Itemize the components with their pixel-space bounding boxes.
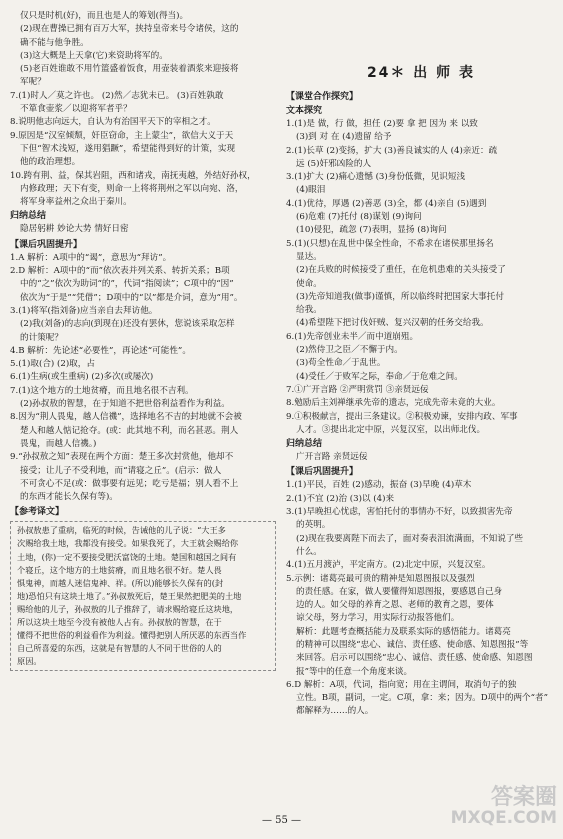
text-line: 接受；让儿子不受利地，而“请寝之丘”。(启示：做人 (20, 465, 222, 476)
text-line: 1.A 解析：A项中的“谒”，意思为“拜访”。 (10, 252, 172, 263)
left-column (10, 10, 276, 671)
text-line: 5.(1)(只想)在乱世中保全性命，不希求在诸侯那里扬名 (286, 238, 494, 249)
text-line: 的责任感。在家，做人要懂得知恩图报，要感恩自己身 (296, 586, 503, 597)
text-line: (4)希望陛下把讨伐奸贼、复兴汉朝的任务交给我。 (296, 318, 489, 329)
text-line: (2)现在曹操已拥有百万大军，挟持皇帝来号令诸侯，这的 (20, 24, 239, 35)
text-line: 1.(1)是 做，行 做，担任 (2)要 拿 把 因为 来 以致 (286, 119, 478, 129)
text-line: (3)这大概是上天拿(它)来资助将军的。 (20, 50, 168, 61)
text-line: 将军身率益州之众出于秦川。 (20, 197, 132, 208)
text-line: 10.跨有荆、益，保其岩阻，西和诸戎，南抚夷越，外结好孙权， (10, 170, 256, 181)
text-line: 孙叔敖患了重病，临死的时候，告诫他的儿子说：“大王多 (17, 525, 226, 536)
text-line: 次赐给我土地，我都没有接受。如果我死了，大王就会赐给你 (17, 538, 239, 549)
text-line: 3.(1)扩大 (2)痛心遗憾 (3)身份低微，见识短浅 (286, 172, 466, 183)
text-line: (6)危难 (7)托付 (8)谋划 (9)询问 (296, 212, 422, 223)
reference-translation-box (10, 521, 276, 671)
text-line: 7.(1)这个地方的土地贫瘠，而且地名很不吉利。 (10, 385, 194, 396)
text-line: 6.(1)先帝创业未半／而中道崩殂。 (286, 331, 419, 342)
text-line: (2)现在我要离陛下而去了，面对奏表泪流满面，不知说了些 (296, 533, 524, 544)
text-line: 惧鬼神，而越人迷信鬼神、祥。(所以)能够长久保有的(封 (17, 577, 224, 588)
text-line: 的精神可以围绕“忠心、诚信、责任感、使命感、知恩图报”等 (296, 639, 529, 650)
text-line: 8.说明他志向远大，自认为有治国平天下的宰相之才。 (10, 117, 216, 128)
text-line: 谅父母，努力学习，用实际行动报答他们。 (296, 613, 460, 624)
text-line: 9.①积极献言，提出三条建议。②积极劝谏，安排内政、军事 (286, 411, 518, 422)
text-line: 军呢？ (20, 77, 46, 88)
text-line: 赐给他的儿子，孙叔敖的儿子推辞了，请求赐给寝丘这块地， (17, 603, 239, 614)
text-line: 土地，(你)一定不要接受肥沃富饶的土地。楚国和越国之间有 (17, 551, 237, 562)
text-line: 原因。 (17, 656, 42, 667)
text-line: 5.(1)取(合) (2)取，占 (10, 359, 95, 370)
text-line: 仅只是时机(好)，而且也是人的筹划(得当)。 (20, 11, 189, 21)
text-line: 确不能与他争胜。 (20, 37, 89, 48)
text-line: (2)我(刘备)的志向(到现在)还没有罢休，您说该采取怎样 (20, 319, 235, 330)
text-line: 7.①广开言路 ②严明赏罚 ③亲贤远佞 (286, 384, 429, 395)
left-summary-line: 隐居躬耕 妙论大势 情好日密 (20, 224, 129, 235)
text-line: 不箪食壶浆／以迎将军者乎？ (20, 104, 132, 115)
text-line: 2.(1)长草 (2)变扬，扩大 (3)善良诚实的人 (4)亲近：疏 (286, 145, 498, 156)
text-line: 给我。 (296, 305, 322, 316)
text-line: 6.(1)生病(或生重病) (2)多次(或屡次) (10, 372, 154, 383)
text-line: 3.(1)早晚担心忧虑，害怕托付的事情办不好，以致损害先帝 (286, 507, 513, 518)
watermark-url: MXQE.COM (450, 808, 557, 828)
text-line: 什么。 (296, 546, 322, 557)
text-line: 的计策呢？ (20, 332, 63, 343)
left-summary-title: 归纳总结 (10, 211, 47, 222)
text-line: 依次为“于是”“凭借”；D项中的“以”都是介词，意为“用”。 (20, 292, 243, 303)
text-line: 边的人。如父母的养育之恩、老师的教育之恩，要体 (296, 600, 494, 611)
left-answers-mid (10, 252, 276, 505)
text-line: 9.原因是“汉室倾颓，奸臣窃命，主上蒙尘”，欲信大义于天 (10, 130, 234, 141)
text-line: 中的“之”依次为助词“的”，代词“指阅读”；C项中的“因” (20, 279, 234, 290)
text-line: 显达。 (296, 251, 322, 262)
text-line: 4.(1)五月渡泸，平定南方。(2)北定中原，兴复汉室。 (286, 560, 491, 571)
text-line: 5.示例：诸葛亮最可贵的精神是知恩图报以及强烈 (286, 573, 475, 584)
text-line: 1.(1)平民，百姓 (2)感动，振奋 (3)早晚 (4)草木 (286, 480, 472, 491)
text-line: 所以这块土地至今没有被他人占有。孙叔敖的智慧，在于 (17, 617, 222, 628)
text-line: 2.D 解析：A项中的“而”依次表并列关系、转折关系；B项 (10, 266, 230, 277)
right-subheading: 文本探究 (286, 106, 323, 116)
text-line: 的英明。 (296, 520, 331, 531)
text-line: 4.(1)优待，厚遇 (2)善恶 (3)全，都 (4)亲自 (5)遇到 (286, 198, 487, 209)
text-line: 8.勉励后主刘禅继承先帝的遗志，完成先帝未竟的大业。 (286, 398, 501, 409)
left-translation-heading: 【参考译文】 (10, 507, 65, 518)
text-line: 楚人和越人惦记抢夺。(或：此其地不利，而名甚恶。荆人 (20, 425, 239, 436)
text-line: 人才。③提出北定中原，兴复汉室，以出师北伐。 (296, 424, 486, 435)
right-answers (286, 118, 556, 437)
text-line: 个寝丘，这个地方的土地贫瘠，而且地名很不好。楚人畏 (17, 564, 222, 575)
text-line: (4)受任／于败军之际，奉命／于危难之间。 (296, 371, 463, 382)
text-line: (2)然侍卫之臣／不懈于内。 (296, 345, 403, 356)
text-line: (2)孙叔敖的智慧，在于知道不把世俗利益看作为利益。 (20, 399, 230, 410)
text-line: 7.(1)时人／莫之许也。 (2)然／志犹未已。 (3)百姓孰敢 (10, 90, 224, 101)
right-answers-2 (286, 479, 556, 718)
watermark-logo: 答案圈 (490, 785, 557, 810)
text-line: 解析：此题考查概括能力及联系实际的感悟能力。诸葛亮 (296, 626, 511, 637)
text-line: (4)眼泪 (296, 185, 326, 196)
text-line: 的东西才能长久保有等)。 (20, 492, 118, 503)
text-line: 不可贪心不足(或：做事要有远见；吃亏是福；别人看不上 (20, 478, 239, 489)
text-line: 8.因为“荆人畏鬼，越人信禨”，选择地名不吉的封地就不会被 (10, 412, 242, 423)
text-line: (3)先帝知道我(做事)谨慎，所以临终时把国家大事托付 (296, 291, 504, 302)
page-number: — 55 — (261, 815, 302, 826)
right-section-heading-2: 【课后巩固提升】 (286, 467, 359, 478)
text-line: 都解释为……的人。 (296, 706, 374, 717)
right-column (286, 10, 556, 719)
text-line: 2.(1)不宜 (2)治 (3)以 (4)来 (286, 493, 395, 504)
text-line: 自己所喜爱的东西，这就是有智慧的人不同于世俗的人的 (17, 643, 222, 654)
text-line: 来回答。启示可以围绕“忠心、诚信、责任感、使命感、知恩图 (296, 653, 533, 664)
text-line: 内修政理；天下有变，则命一上将将荆州之军以向宛、洛， (20, 183, 244, 194)
left-answers-top (10, 10, 276, 209)
right-summary-title: 归纳总结 (286, 439, 323, 450)
text-line: (3)苟全性命／于乱世。 (296, 358, 386, 369)
text-line: 他的政治理想。 (20, 157, 81, 168)
text-line: 报”等中的任意一个角度来谈。 (296, 666, 413, 677)
text-line: 地)恐怕只有这块土地了。”孙叔敖死后，楚王果然把肥美的土地 (17, 590, 242, 601)
text-line: 畏鬼，而越人信禨。) (20, 438, 97, 449)
text-line: 立性。B项，副词，一定。C项，拿：来；因为。D项中的两个“者” (296, 693, 549, 704)
text-line: 9.“孙叔敖之知”表现在两个方面：楚王多次封赏他，他却不 (10, 452, 234, 463)
text-line: 4.B 解析：先论述“必要性”，再论述“可能性”。 (10, 345, 191, 356)
text-line: 3.(1)将军(指刘备)应当亲自去拜访他。 (10, 305, 158, 316)
text-line: 使命。 (296, 278, 322, 289)
text-line: (5)老百姓谁敢不用竹篮盛着饭食，用壶装着酒浆来迎接将 (20, 64, 239, 75)
text-line: (10)侵犯，疏忽 (7)表明，显扬 (8)询问 (296, 225, 447, 236)
right-section-heading: 【课堂合作探究】 (286, 92, 359, 102)
text-line: 远 (5)奸邪凶险的人 (296, 158, 372, 169)
left-section-heading: 【课后巩固提升】 (10, 239, 83, 250)
lesson-title: 24＊ 出 师 表 (366, 65, 476, 81)
text-line: (3)到 对 在 (4)遗留 给予 (296, 132, 392, 143)
text-line: (2)在兵败的时候接受了重任，在危机患难的关头接受了 (296, 265, 506, 276)
text-line: 下但“智术浅短，遂用猖蹶”，希望能得到好的计策，实现 (20, 143, 236, 154)
right-summary-line: 广开言路 亲贤远佞 (296, 452, 368, 463)
text-line: 懂得不把世俗的利益看作为利益。懂得把别人所厌恶的东西当作 (17, 630, 247, 641)
text-line: 6.D 解析：A项，代词，指向宽；用在主谓间，取消句子的独 (286, 679, 517, 690)
